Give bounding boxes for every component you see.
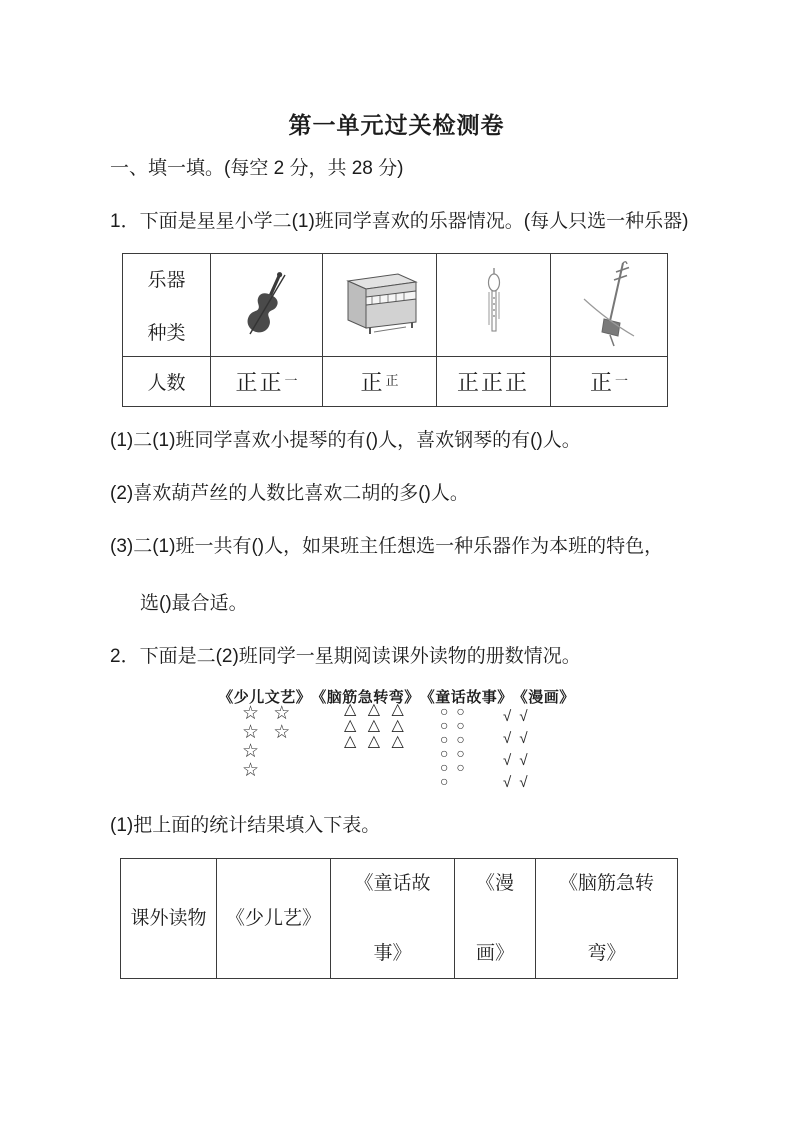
violin-cell bbox=[211, 254, 323, 357]
pictograph-column-triangles bbox=[344, 702, 404, 750]
pictograph-header-label: 《漫画》 bbox=[512, 690, 575, 706]
table-row bbox=[123, 254, 668, 357]
erhu-tally-cell bbox=[551, 357, 668, 407]
cell-text bbox=[536, 871, 677, 966]
tally-suffix: 一 bbox=[284, 373, 298, 388]
naojinjizhuanwan-cell bbox=[536, 859, 678, 979]
reading-header-cell bbox=[121, 859, 217, 979]
hulusi-cell bbox=[437, 254, 551, 357]
cell-text bbox=[331, 871, 454, 966]
check-row: √ √ bbox=[503, 774, 528, 791]
tally-text: 正正正 bbox=[456, 370, 529, 395]
manhua-cell bbox=[455, 859, 536, 979]
instrument-type-header-cell bbox=[123, 254, 211, 357]
circle-row: ○ bbox=[440, 773, 449, 789]
piano-cell bbox=[323, 254, 437, 357]
erhu-icon bbox=[576, 259, 642, 347]
hulusi-tally-cell bbox=[437, 357, 551, 407]
check-row: √ √ bbox=[503, 708, 528, 725]
question-1-sub-3-line-1: (3)二(1)班一共有()人，如果班主任想选一种乐器作为本班的特色， bbox=[110, 536, 664, 557]
type-label-line1: 乐器 bbox=[147, 270, 186, 291]
circle-row: ○ ○ bbox=[440, 731, 465, 747]
pictograph-header-label: 《脑筋急转弯》 bbox=[311, 690, 420, 706]
tally-text: 正正 bbox=[235, 370, 284, 395]
table-row bbox=[123, 357, 668, 407]
violin-tally-cell bbox=[211, 357, 323, 407]
pictograph-header-label: 《童话故事》 bbox=[419, 690, 513, 706]
triangle-row: △ △ △ bbox=[344, 701, 404, 718]
star-row: ☆ ☆ bbox=[242, 703, 291, 724]
piano-tally-cell bbox=[323, 357, 437, 407]
cell-line-1: 《童话故 bbox=[354, 873, 431, 894]
cell-line-2: 画》 bbox=[475, 943, 514, 964]
reading-materials-table bbox=[120, 858, 678, 979]
check-row: √ √ bbox=[503, 730, 528, 747]
tally-text: 正 bbox=[589, 370, 614, 395]
question-1-sub-1: (1)二(1)班同学喜欢小提琴的有()人，喜欢钢琴的有()人。 bbox=[110, 430, 581, 451]
tally-suffix: 一 bbox=[615, 373, 629, 388]
cell-line-1: 《脑筋急转 bbox=[558, 873, 654, 894]
reading-header-label: 课外读物 bbox=[130, 908, 207, 929]
circle-row: ○ ○ bbox=[440, 759, 465, 775]
instrument-type-label bbox=[123, 265, 210, 345]
circle-row: ○ ○ bbox=[440, 745, 465, 761]
piano-icon bbox=[340, 270, 420, 336]
erhu-cell bbox=[551, 254, 668, 357]
star-row: ☆ bbox=[242, 760, 260, 781]
cell-line-2: 事》 bbox=[373, 943, 412, 964]
question-1-sub-3-line-2: 选()最合适。 bbox=[140, 593, 248, 614]
cell-line-1: 《漫 bbox=[475, 873, 514, 894]
pictograph-column-stars bbox=[242, 704, 290, 780]
star-row: ☆ bbox=[242, 741, 260, 762]
tonghuagushi-cell bbox=[331, 859, 455, 979]
question-2-sub-1: (1)把上面的统计结果填入下表。 bbox=[110, 815, 381, 836]
question-1-sub-2: (2)喜欢葫芦丝的人数比喜欢二胡的多()人。 bbox=[110, 483, 469, 504]
triangle-row: △ △ △ bbox=[344, 733, 404, 750]
violin-icon bbox=[240, 264, 294, 342]
circle-row: ○ ○ bbox=[440, 703, 465, 719]
tally-text: 正 bbox=[360, 370, 385, 395]
question-1-text: 1．下面是星星小学二(1)班同学喜欢的乐器情况。(每人只选一种乐器) bbox=[110, 211, 689, 232]
circle-row: ○ ○ bbox=[440, 717, 465, 733]
triangle-row: △ △ △ bbox=[344, 717, 404, 734]
pictograph-column-checks bbox=[503, 706, 528, 794]
type-label-line2: 种类 bbox=[147, 323, 186, 344]
page-title: 第一单元过关检测卷 bbox=[288, 112, 505, 138]
question-2-text: 2．下面是二(2)班同学一星期阅读课外读物的册数情况。 bbox=[110, 646, 581, 667]
pictograph-header-label: 《少儿文艺》 bbox=[218, 690, 312, 706]
count-header-cell: 人数 bbox=[123, 357, 211, 407]
check-row: √ √ bbox=[503, 752, 528, 769]
pictograph-column-circles bbox=[440, 704, 465, 788]
cell-text bbox=[455, 871, 535, 966]
hulusi-icon bbox=[484, 267, 504, 339]
shaoeryi-cell bbox=[217, 859, 331, 979]
cell-line-2: 弯》 bbox=[587, 943, 626, 964]
instrument-tally-table bbox=[122, 253, 668, 407]
section-1-heading: 一、填一填。(每空 2 分，共 28 分) bbox=[110, 158, 404, 179]
pictograph bbox=[0, 686, 793, 798]
star-row: ☆ ☆ bbox=[242, 722, 291, 743]
cell-text: 《少儿艺》 bbox=[225, 908, 321, 929]
tally-suffix: 正 bbox=[385, 373, 399, 388]
table-row bbox=[121, 859, 678, 979]
